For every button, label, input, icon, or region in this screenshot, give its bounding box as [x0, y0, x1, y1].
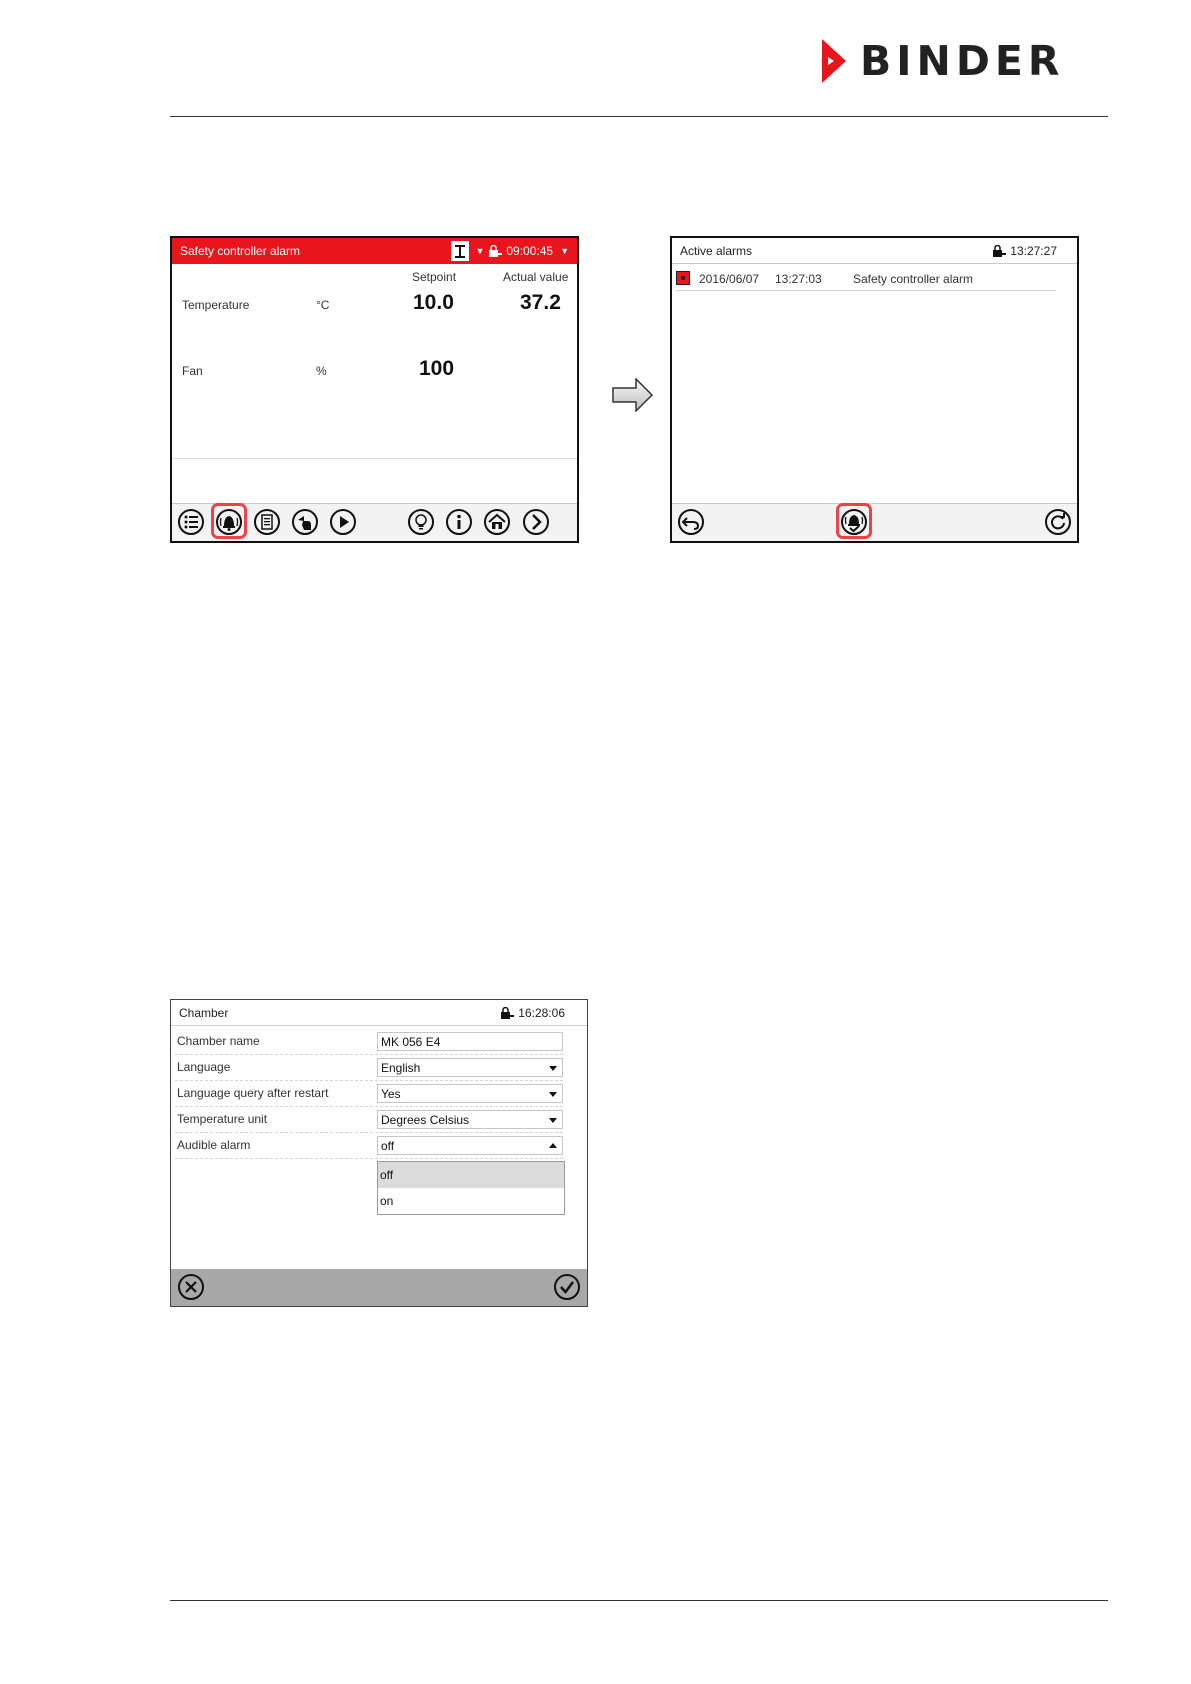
temperature-unit: °C [316, 298, 330, 312]
language-query-value: Yes [381, 1087, 401, 1101]
setting-row-chamber-name [175, 1028, 563, 1055]
setting-row-language-query [175, 1080, 563, 1107]
info-icon[interactable] [445, 508, 473, 536]
divider [172, 458, 577, 459]
alarm-date: 2016/06/07 [699, 272, 760, 286]
dropdown-arrow-icon[interactable]: ▼ [475, 246, 485, 256]
binder-logo-text: BINDER [860, 37, 1065, 85]
temperature-setpoint[interactable]: 10.0 [413, 291, 454, 314]
dropdown-caret-up-icon [549, 1143, 557, 1148]
dropdown-option-on[interactable]: on [380, 1194, 394, 1208]
footer-rule [170, 1600, 1108, 1601]
time-dropdown-icon[interactable]: ▼ [560, 246, 569, 256]
fan-label: Fan [182, 364, 203, 378]
dropdown-caret-icon [549, 1092, 557, 1097]
dropdown-caret-icon [549, 1118, 557, 1123]
manual-mode-icon[interactable] [291, 508, 319, 536]
alarm-status-icon [676, 271, 690, 285]
alarm-header-bar [172, 238, 577, 264]
header-rule [170, 116, 1108, 117]
language-value: English [381, 1061, 421, 1075]
controller-screen-active-alarms [670, 236, 1079, 543]
acknowledge-alarm-icon[interactable] [840, 508, 868, 536]
screen-title: Safety controller alarm [180, 244, 301, 258]
language-query-label: Language query after restart [177, 1086, 329, 1100]
chamber-name-input[interactable]: MK 056 E4 [377, 1032, 563, 1051]
setting-row-temperature-unit [175, 1106, 563, 1133]
bottom-toolbar [172, 503, 577, 541]
alarm-bell-icon[interactable] [215, 508, 243, 536]
clock-time: 09:00:45 [506, 244, 554, 258]
menu-icon[interactable] [177, 508, 205, 536]
temperature-unit-value: Degrees Celsius [381, 1113, 470, 1127]
chamber-header [171, 1000, 587, 1026]
clock-time: 16:28:06 [518, 1005, 565, 1020]
home-icon[interactable] [483, 508, 511, 536]
setpoint-column-header: Setpoint [412, 270, 457, 284]
audible-alarm-value: off [381, 1139, 395, 1153]
bottom-toolbar [672, 503, 1077, 541]
temperature-unit-label: Temperature unit [177, 1112, 268, 1126]
lock-icon [500, 1007, 514, 1019]
alarm-time: 13:27:03 [775, 272, 822, 286]
cancel-icon[interactable] [177, 1273, 205, 1301]
screen-title: Chamber [179, 1005, 229, 1020]
chamber-name-label: Chamber name [177, 1034, 260, 1048]
lock-icon [992, 245, 1006, 257]
fan-unit: % [316, 364, 327, 378]
language-select[interactable] [377, 1058, 563, 1077]
refresh-icon[interactable] [1044, 508, 1072, 536]
event-list-icon[interactable] [253, 508, 281, 536]
lock-icon [488, 245, 502, 257]
dropdown-caret-icon [549, 1066, 557, 1071]
active-alarms-header [672, 238, 1077, 264]
controller-screen-chamber [170, 999, 588, 1307]
temperature-unit-select[interactable] [377, 1110, 563, 1129]
alarm-text: Safety controller alarm [853, 272, 974, 286]
temperature-actual: 37.2 [520, 291, 561, 314]
bottom-toolbar [171, 1269, 587, 1306]
fan-setpoint[interactable]: 100 [419, 357, 455, 380]
lightbulb-icon[interactable] [407, 508, 435, 536]
language-label: Language [177, 1060, 231, 1074]
screen-title: Active alarms [680, 243, 753, 258]
language-query-select[interactable] [377, 1084, 563, 1103]
back-icon[interactable] [677, 508, 705, 536]
binder-logo-mark-icon [822, 39, 852, 83]
play-program-icon[interactable] [329, 508, 357, 536]
confirm-icon[interactable] [553, 1273, 581, 1301]
clock-time: 13:27:27 [1010, 243, 1057, 258]
user-level-icon[interactable] [451, 241, 469, 261]
temperature-label: Temperature [182, 298, 250, 312]
setting-row-audible-alarm [175, 1132, 563, 1159]
audible-alarm-label: Audible alarm [177, 1138, 251, 1152]
audible-alarm-dropdown-list [377, 1161, 565, 1215]
right-arrow-icon [612, 378, 654, 412]
setting-row-language [175, 1054, 563, 1081]
audible-alarm-select[interactable] [377, 1136, 563, 1155]
actual-value-column-header: Actual value [503, 270, 569, 284]
binder-logo [822, 38, 1064, 84]
next-icon[interactable] [522, 508, 550, 536]
alarm-row[interactable] [676, 266, 1056, 291]
dropdown-option-off[interactable]: off [378, 1162, 564, 1188]
controller-screen-alarm [170, 236, 579, 543]
